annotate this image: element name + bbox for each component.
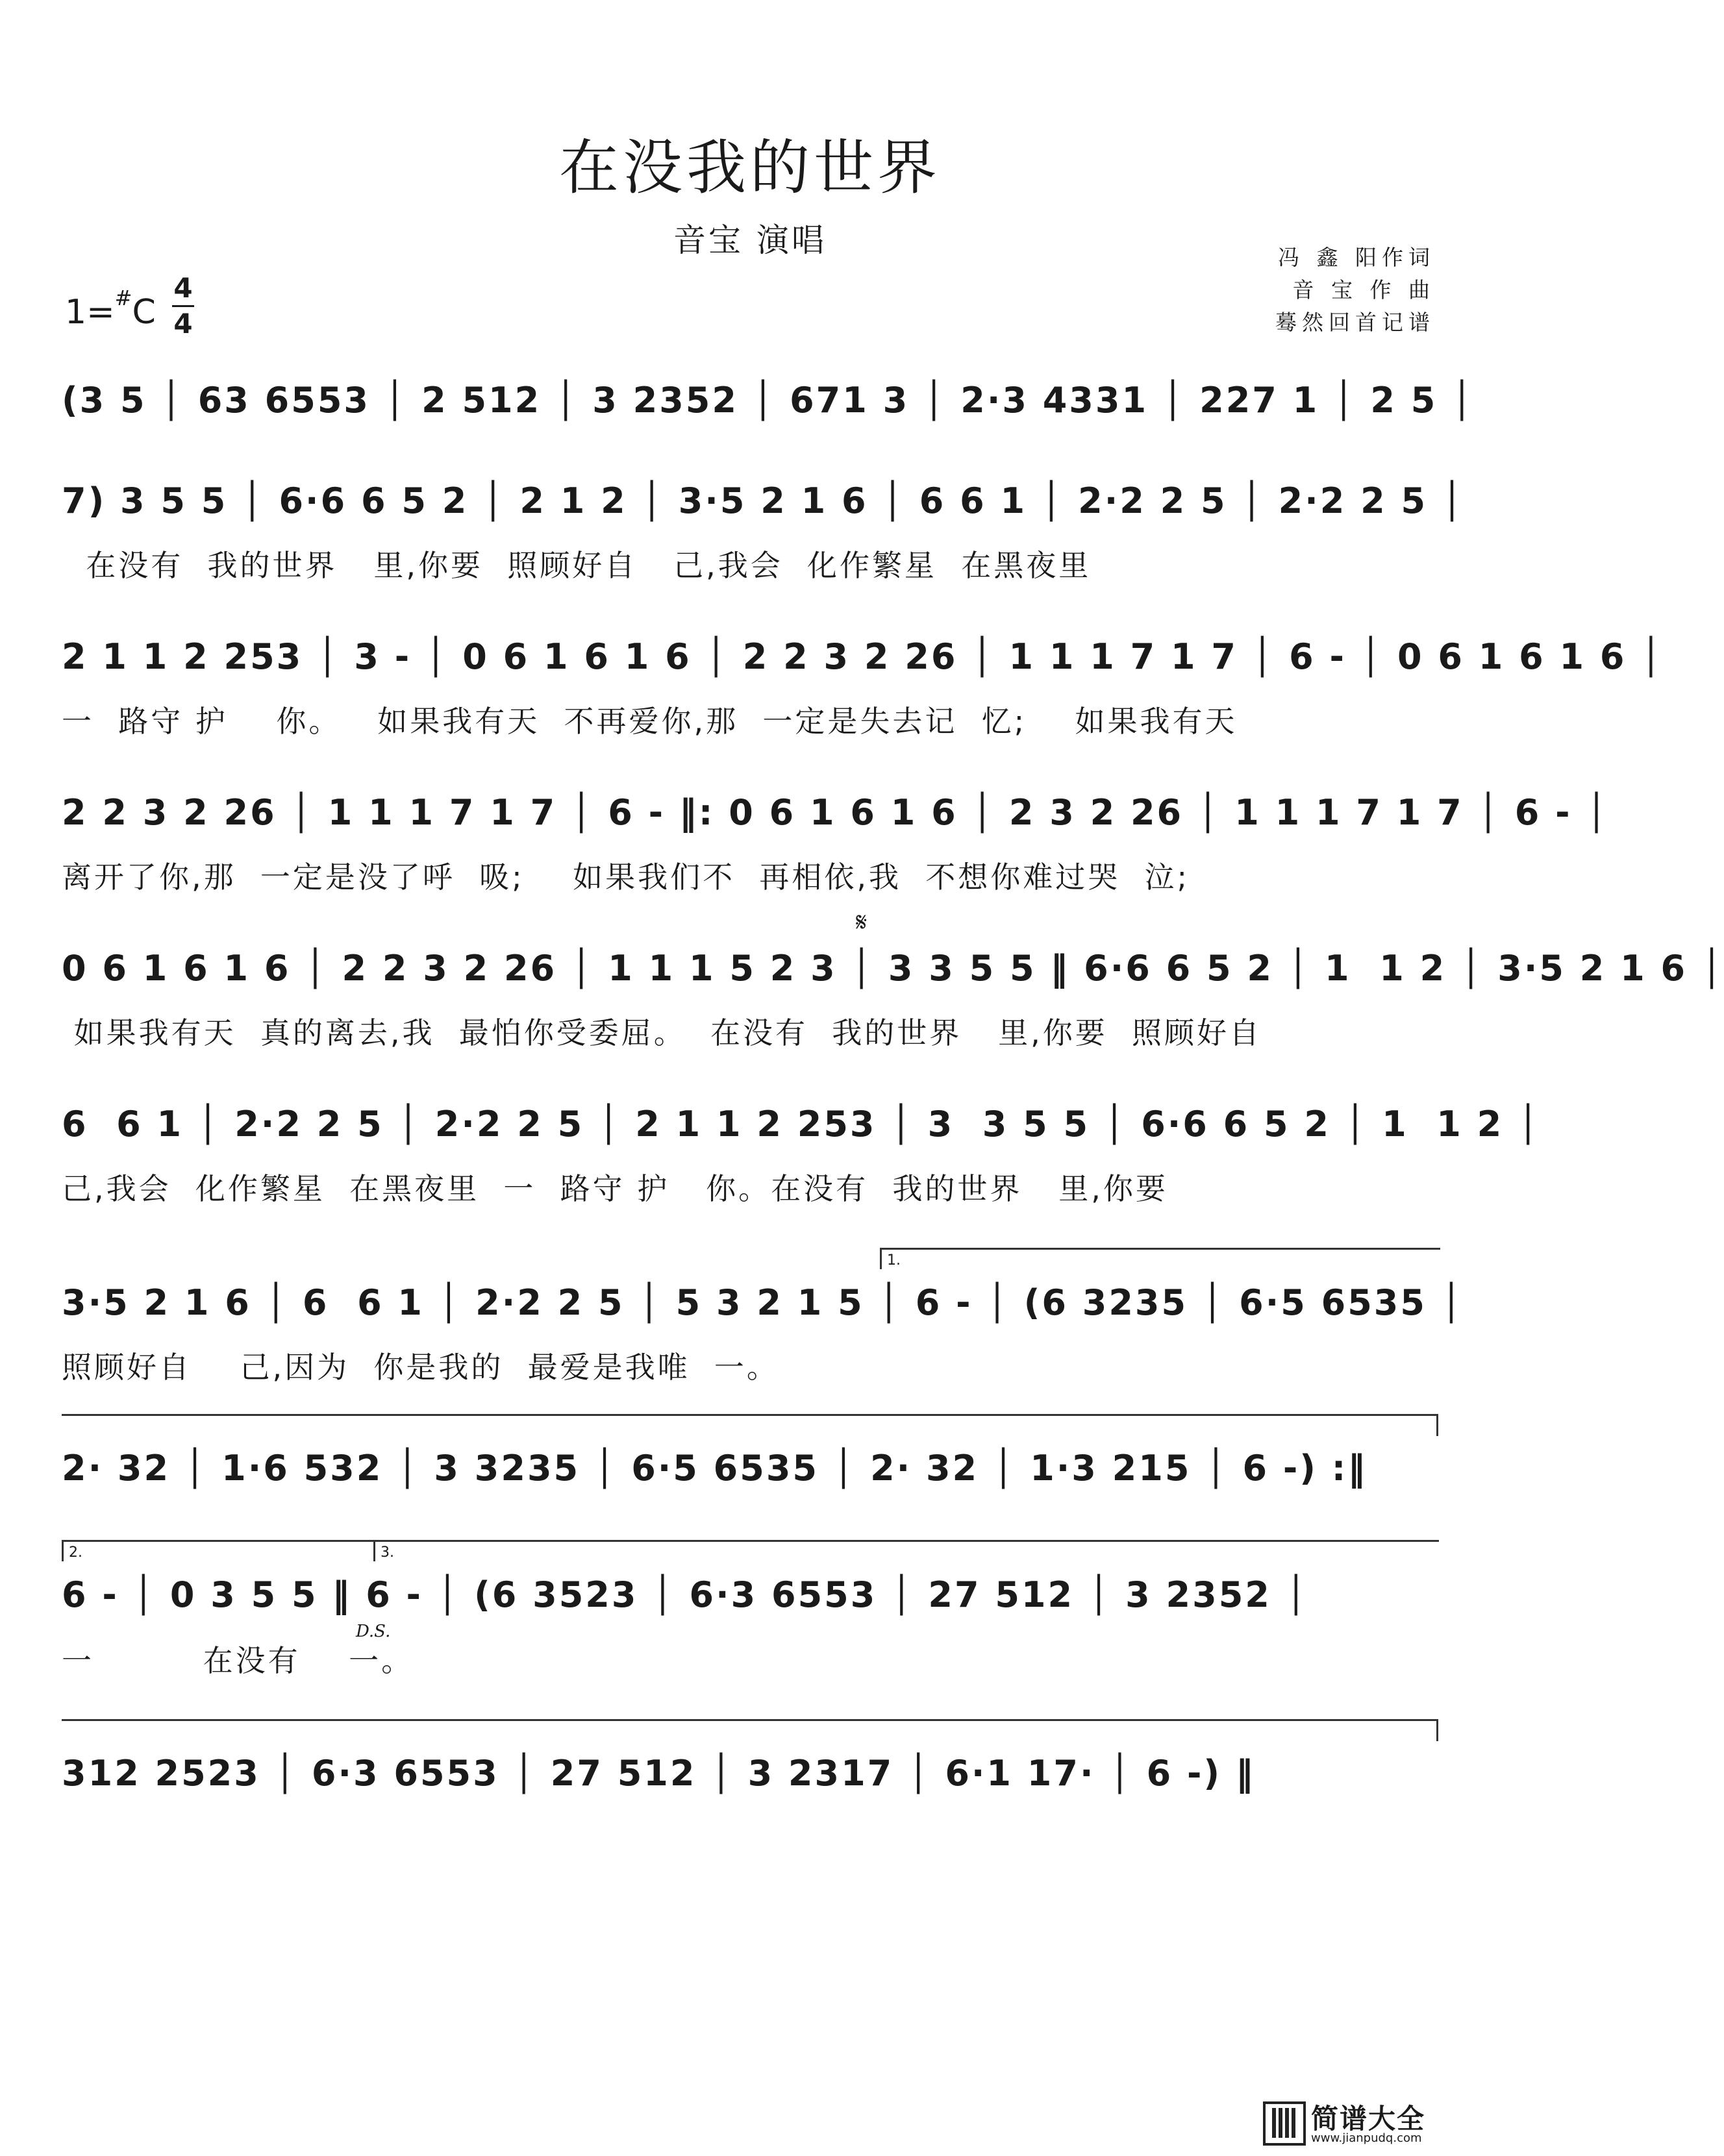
lyrics-row-5: 如果我有天 真的离去,我 最怕你受委屈。 在没有 我的世界 里,你要 照顾好自 — [62, 1015, 1262, 1050]
volta-3-continuation — [62, 1719, 1437, 1721]
song-title: 在没我的世界 — [558, 133, 941, 203]
lyrics-row-3: 一 路守 护 你。 如果我有天 不再爱你,那 一定是失去记 忆; 如果我有天 — [62, 704, 1238, 739]
ds-marking: D.S. — [356, 1622, 391, 1641]
volta-1-continuation — [62, 1414, 1437, 1416]
piano-icon — [1263, 2101, 1306, 2146]
volta-3-label: 3. — [381, 1544, 394, 1561]
notation-row-9: 6 - │ 0 3 5 5 ‖ 6 - │ (6 3523 │ 6·3 6553 │ 27 512 │ 3 2352 │ — [62, 1574, 1309, 1615]
volta-3-bracket — [373, 1540, 1439, 1561]
site-logo — [1263, 2098, 1490, 2146]
volta-1-end-tick — [1436, 1414, 1438, 1436]
notation-row-6: 6 6 1 │ 2·2 2 5 │ 2·2 2 5 │ 2 1 1 2 253 │ 3 3 5 5 │ 6·6 6 5 2 │ 1 1 2 │ — [62, 1104, 1541, 1145]
key-signature — [65, 286, 156, 332]
lyrics-row-2: 在没有 我的世界 里,你要 照顾好自 己,我会 化作繁星 在黑夜里 — [62, 548, 1092, 583]
lyrics-row-7: 照顾好自 己,因为 你是我的 最爱是我唯 一。 — [62, 1350, 779, 1385]
logo-text: 简谱大全 — [1311, 2103, 1426, 2135]
time-signature — [170, 271, 196, 341]
volta-1-bracket — [880, 1248, 1440, 1269]
volta-2-bracket — [62, 1540, 369, 1561]
logo-url: www.jianpudq.com — [1311, 2131, 1422, 2145]
notation-row-4: 2 2 3 2 26 │ 1 1 1 7 1 7 │ 6 - ‖: 0 6 1 6 1 6 │ 2 3 2 26 │ 1 1 1 7 1 7 │ 6 - │ — [62, 792, 1609, 833]
notation-row-5: 0 6 1 6 1 6 │ 2 2 3 2 26 │ 1 1 1 5 2 3 │ 3 3 5 5 ‖ 6·6 6 5 2 │ 1 1 2 │ 3·5 2 1 6 │ — [62, 948, 1724, 989]
volta-2-label: 2. — [69, 1544, 82, 1561]
time-signature-bottom: 4 — [173, 308, 193, 340]
volta-1-label: 1. — [887, 1252, 901, 1269]
notation-row-10: 312 2523 │ 6·3 6553 │ 27 512 │ 3 2317 │ 6·1 17· │ 6 -) ‖ — [62, 1753, 1255, 1794]
volta-3-end-tick — [1436, 1719, 1438, 1741]
key-note: C — [132, 293, 156, 332]
sharp-symbol: # — [114, 286, 132, 310]
notation-row-1: (3 5 │ 63 6553 │ 2 512 │ 3 2352 │ 671 3 │ 2·3 4331 │ 227 1 │ 2 5 │ — [62, 380, 1475, 421]
key-prefix: 1= — [65, 293, 115, 332]
lyrics-row-6: 己,我会 化作繁星 在黑夜里 一 路守 护 你。在没有 我的世界 里,你要 — [62, 1171, 1168, 1206]
notation-row-8: 2· 32 │ 1·6 532 │ 3 3235 │ 6·5 6535 │ 2· 32 │ 1·3 215 │ 6 -) :‖ — [62, 1448, 1368, 1489]
notation-row-3: 2 1 1 2 253 │ 3 - │ 0 6 1 6 1 6 │ 2 2 3 2 26 │ 1 1 1 7 1 7 │ 6 - │ 0 6 1 6 1 6 │ — [62, 636, 1664, 677]
composer-credit: 音 宝 作 曲 — [1292, 277, 1435, 303]
segno-sign: 𝄋 — [856, 908, 868, 937]
credits-block — [1275, 242, 1435, 339]
notation-row-7: 3·5 2 1 6 │ 6 6 1 │ 2·2 2 5 │ 5 3 2 1 5 │ 6 - │ (6 3235 │ 6·5 6535 │ — [62, 1282, 1464, 1323]
time-signature-top: 4 — [173, 272, 193, 304]
transcriber-credit: 蓦然回首记谱 — [1275, 310, 1435, 335]
lyricist-credit: 冯 鑫 阳作词 — [1278, 245, 1435, 270]
singer-credit: 音宝 演唱 — [673, 221, 827, 259]
notation-row-2: 7) 3 5 5 │ 6·6 6 5 2 │ 2 1 2 │ 3·5 2 1 6 │ 6 6 1 │ 2·2 2 5 │ 2·2 2 5 │ — [62, 480, 1465, 521]
lyrics-row-4: 离开了你,那 一定是没了呼 吸; 如果我们不 再相依,我 不想你难过哭 泣; — [62, 860, 1190, 895]
lyrics-row-9: 一 在没有 一。 — [62, 1643, 414, 1678]
